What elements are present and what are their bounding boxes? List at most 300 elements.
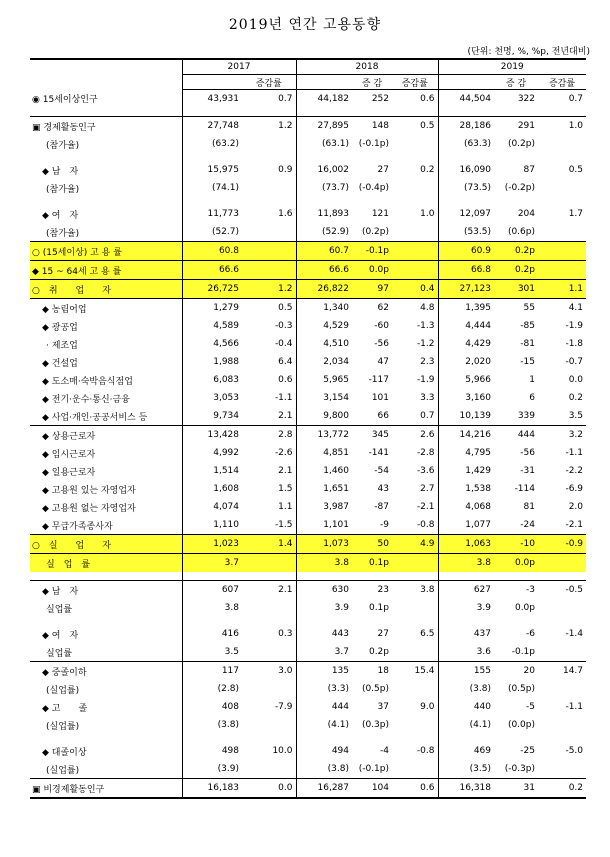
cell-v19: 4,795 xyxy=(465,448,491,458)
cell-v17: 43,931 xyxy=(207,94,239,104)
unit-note: (단위: 천명, %, %p, 전년대비) xyxy=(467,47,590,57)
cell-v17: 416 xyxy=(221,629,239,639)
cell-d18: 50 xyxy=(352,535,392,554)
cell-r18 xyxy=(392,179,438,197)
cell-r17: 1.6 xyxy=(242,205,296,223)
cell-v19: 3.8 xyxy=(438,554,494,573)
cell-r18 xyxy=(392,261,438,280)
cell-d18: 66 xyxy=(377,411,389,421)
cell-d18: 47 xyxy=(377,357,389,367)
cell-r19: 2.0 xyxy=(568,502,584,512)
table-row xyxy=(30,462,586,480)
cell-d18: (0.3p) xyxy=(361,720,389,730)
cell-r18 xyxy=(392,554,438,573)
cell-v19: 28,186 xyxy=(438,117,494,136)
cell-d19: (0.2p) xyxy=(507,139,535,149)
cell-r17: -1.5 xyxy=(242,516,296,535)
cell-d19: -85 xyxy=(520,321,535,331)
cell-v18: 444 xyxy=(331,702,349,712)
cell-r18: 4.9 xyxy=(392,535,438,554)
header-2018-value xyxy=(296,75,352,90)
row-label: ◆ 전기·운수·통신·금융 xyxy=(30,389,182,407)
table-row xyxy=(30,581,586,600)
cell-r19 xyxy=(538,223,586,242)
cell-r18: -3.6 xyxy=(392,462,438,480)
cell-v17: 11,773 xyxy=(207,209,239,219)
cell-r17: 0.6 xyxy=(242,371,296,389)
cell-r19: -6.9 xyxy=(565,484,584,494)
cell-r18 xyxy=(392,223,438,242)
cell-d18: (0.2p) xyxy=(361,227,389,237)
cell-v18: (63.1) xyxy=(321,139,349,149)
cell-r17: 1.2 xyxy=(242,280,296,299)
table-row xyxy=(30,444,586,462)
cell-d18: (0.5p) xyxy=(361,684,389,694)
row-label: ◆ 임시근로자 xyxy=(30,444,182,462)
cell-r19: -1.4 xyxy=(565,629,584,639)
cell-r19: -1.8 xyxy=(565,339,584,349)
cell-v17: 15,975 xyxy=(207,165,239,175)
cell-d19: 0.0p xyxy=(494,554,538,573)
cell-v18: 13,772 xyxy=(296,426,352,445)
cell-r18: -1.2 xyxy=(392,335,438,353)
cell-v19: 3,160 xyxy=(465,393,491,403)
cell-v19: 16,090 xyxy=(459,165,491,175)
cell-r17: 2.1 xyxy=(242,581,296,600)
row-label: ◆ 고용원 없는 자영업자 xyxy=(30,498,182,516)
cell-r17: 1.1 xyxy=(242,498,296,516)
cell-v19: 1,063 xyxy=(438,535,494,554)
spacer-row xyxy=(30,734,586,742)
cell-v17: (52.7) xyxy=(211,227,239,237)
cell-v18: (3.3) xyxy=(327,684,349,694)
cell-v18: 27,895 xyxy=(296,117,352,136)
cell-v17: 4,074 xyxy=(213,502,239,512)
cell-v17: 66.6 xyxy=(182,261,242,280)
cell-v18: 60.7 xyxy=(296,242,352,261)
table-row xyxy=(30,779,586,799)
cell-r18 xyxy=(392,242,438,261)
cell-r19: 1.0 xyxy=(538,117,586,136)
cell-r17: 0.3 xyxy=(242,625,296,643)
cell-d18: 97 xyxy=(352,280,392,299)
cell-r19: 3.5 xyxy=(568,411,584,421)
cell-r19: -2.1 xyxy=(565,520,584,530)
cell-r17 xyxy=(242,242,296,261)
cell-r18: 0.6 xyxy=(392,779,438,799)
cell-d18: (-0.1p) xyxy=(358,139,389,149)
row-label: ◆ 상용근로자 xyxy=(30,426,182,445)
cell-r17: 0.5 xyxy=(242,299,296,318)
cell-r17 xyxy=(242,135,296,153)
cell-r18: -2.8 xyxy=(392,444,438,462)
cell-d18: -87 xyxy=(374,502,389,512)
cell-v19: (63.3) xyxy=(463,139,491,149)
cell-r17 xyxy=(242,554,296,573)
header-2019-value xyxy=(438,75,494,90)
cell-r17 xyxy=(242,179,296,197)
table-row xyxy=(30,135,586,153)
header-2017-rate: 증감률 xyxy=(242,75,296,90)
cell-v18: 26,822 xyxy=(296,280,352,299)
cell-r18: 15.4 xyxy=(392,662,438,681)
cell-v18: (4.1) xyxy=(327,720,349,730)
cell-r18 xyxy=(392,716,438,734)
cell-d19: -114 xyxy=(514,484,535,494)
cell-v19: 1,429 xyxy=(465,466,491,476)
cell-d18: 43 xyxy=(377,484,389,494)
cell-r19: 0.7 xyxy=(568,94,584,104)
cell-r19: 0.2 xyxy=(568,393,584,403)
cell-v17: 3.5 xyxy=(224,647,239,657)
cell-v18: 3.8 xyxy=(296,554,352,573)
cell-v19: 1,538 xyxy=(465,484,491,494)
cell-r19: 0.2 xyxy=(538,779,586,799)
cell-v19: 1,077 xyxy=(465,520,491,530)
cell-v18: 1,101 xyxy=(323,520,349,530)
cell-v17: 3.7 xyxy=(182,554,242,573)
cell-v17: 60.8 xyxy=(182,242,242,261)
cell-r19: 0.5 xyxy=(568,165,584,175)
cell-v17: (2.8) xyxy=(217,684,239,694)
cell-d19: 1 xyxy=(529,375,535,385)
cell-d19: 322 xyxy=(517,94,535,104)
cell-v19: 440 xyxy=(473,702,491,712)
cell-d19: -15 xyxy=(520,357,535,367)
table-row xyxy=(30,407,586,426)
table-row xyxy=(30,179,586,197)
cell-r19: -0.9 xyxy=(538,535,586,554)
cell-r19 xyxy=(538,643,586,662)
table-row xyxy=(30,498,586,516)
cell-v17: 498 xyxy=(221,746,239,756)
cell-d19: -10 xyxy=(494,535,538,554)
cell-v18: 1,073 xyxy=(296,535,352,554)
cell-d19: 20 xyxy=(494,662,538,681)
header-2019-rate: 증감률 xyxy=(538,75,586,90)
cell-v17: 1,514 xyxy=(213,466,239,476)
cell-r18: 3.3 xyxy=(392,389,438,407)
cell-v17: (3.8) xyxy=(217,720,239,730)
cell-r19 xyxy=(538,261,586,280)
table-row xyxy=(30,353,586,371)
cell-v19: 469 xyxy=(473,746,491,756)
cell-v18: 494 xyxy=(331,746,349,756)
cell-d18: 0.1p xyxy=(352,554,392,573)
cell-r17 xyxy=(242,716,296,734)
cell-v19: (3.8) xyxy=(469,684,491,694)
cell-v19: 1,395 xyxy=(438,299,494,318)
cell-v17: 1,988 xyxy=(213,357,239,367)
cell-d18: (-0.4p) xyxy=(358,183,389,193)
cell-d18: 27 xyxy=(377,629,389,639)
row-label: ◆ 무급가족종사자 xyxy=(30,516,182,535)
row-label: ◆ 건설업 xyxy=(30,353,182,371)
table-row xyxy=(30,280,586,299)
cell-v18: (73.7) xyxy=(321,183,349,193)
cell-v18: 135 xyxy=(296,662,352,681)
cell-d19: 0.0p xyxy=(514,603,535,613)
cell-v19: 5,966 xyxy=(465,375,491,385)
cell-r17 xyxy=(242,680,296,698)
cell-r18: 0.6 xyxy=(392,90,438,109)
cell-r19: -1.1 xyxy=(565,448,584,458)
row-label: ○ 실 업 자 xyxy=(30,535,182,554)
cell-v17: (63.2) xyxy=(211,139,239,149)
cell-v18: 630 xyxy=(296,581,352,600)
cell-r18: -2.1 xyxy=(392,498,438,516)
row-label: ◆ 일용근로자 xyxy=(30,462,182,480)
cell-r17: -1.1 xyxy=(242,389,296,407)
table-row xyxy=(30,389,586,407)
cell-d19: -3 xyxy=(494,581,538,600)
cell-d18: 121 xyxy=(371,209,389,219)
cell-r18: 2.3 xyxy=(392,353,438,371)
cell-r18: 6.5 xyxy=(392,625,438,643)
cell-r18: 4.8 xyxy=(392,299,438,318)
table-row xyxy=(30,242,586,261)
cell-v19: 27,123 xyxy=(438,280,494,299)
table-row xyxy=(30,371,586,389)
cell-d19: (0.5p) xyxy=(507,684,535,694)
cell-v18: 443 xyxy=(331,629,349,639)
row-label: (참가율) xyxy=(30,223,182,242)
cell-r18: 0.5 xyxy=(392,117,438,136)
spacer-row xyxy=(30,572,586,581)
cell-v17: 3,053 xyxy=(213,393,239,403)
row-label: ◆ 농림어업 xyxy=(30,299,182,318)
cell-r18: 1.0 xyxy=(392,205,438,223)
cell-d18: 345 xyxy=(352,426,392,445)
cell-d19: (-0.3p) xyxy=(504,764,535,774)
cell-v19: 16,318 xyxy=(438,779,494,799)
cell-r19: 1.7 xyxy=(568,209,584,219)
cell-v19: 60.9 xyxy=(438,242,494,261)
cell-r19: -2.2 xyxy=(565,466,584,476)
cell-d18: -56 xyxy=(374,339,389,349)
cell-d18: 101 xyxy=(371,393,389,403)
table-row xyxy=(30,161,586,179)
row-label: ◆ 고 졸 xyxy=(30,698,182,716)
cell-d18: 18 xyxy=(352,662,392,681)
cell-d18: -0.1p xyxy=(352,242,392,261)
cell-d18: -141 xyxy=(368,448,389,458)
cell-r19 xyxy=(538,716,586,734)
cell-r17 xyxy=(242,223,296,242)
cell-r19: -0.5 xyxy=(538,581,586,600)
cell-r18 xyxy=(392,135,438,153)
cell-r19: 1.1 xyxy=(538,280,586,299)
cell-d19: -81 xyxy=(520,339,535,349)
cell-r18: -1.9 xyxy=(392,371,438,389)
row-label: ◆ 15 ~ 64세 고 용 률 xyxy=(30,261,182,280)
row-label: (참가율) xyxy=(30,135,182,153)
row-label: · 제조업 xyxy=(30,335,182,353)
cell-r18: 9.0 xyxy=(392,698,438,716)
spacer-row xyxy=(30,108,586,117)
cell-r17: 2.1 xyxy=(242,462,296,480)
cell-r17: 0.0 xyxy=(242,779,296,799)
cell-r19 xyxy=(538,599,586,617)
row-label: ◉ 15세이상인구 xyxy=(30,90,182,109)
header-year-2019: 2019 xyxy=(438,59,586,75)
cell-d18: 0.1p xyxy=(368,603,389,613)
cell-r19: 3.2 xyxy=(538,426,586,445)
row-label: (참가율) xyxy=(30,179,182,197)
cell-d19: -25 xyxy=(520,746,535,756)
cell-v17: 27,748 xyxy=(182,117,242,136)
cell-v19: 627 xyxy=(438,581,494,600)
cell-v19: (73.5) xyxy=(463,183,491,193)
cell-d19: 204 xyxy=(517,209,535,219)
row-label: ▣ 비경제활동인구 xyxy=(30,779,182,799)
cell-v17: 607 xyxy=(182,581,242,600)
cell-v18: 3,987 xyxy=(323,502,349,512)
cell-v18: 44,182 xyxy=(317,94,349,104)
row-label: ○ 취 업 자 xyxy=(30,280,182,299)
cell-v19: 2,020 xyxy=(465,357,491,367)
cell-r18: -0.8 xyxy=(392,742,438,760)
cell-r19 xyxy=(538,760,586,779)
cell-d19: 81 xyxy=(523,502,535,512)
cell-v17: 4,566 xyxy=(213,339,239,349)
cell-v17: 408 xyxy=(221,702,239,712)
cell-v17: 4,992 xyxy=(213,448,239,458)
cell-r18: -0.8 xyxy=(392,516,438,535)
cell-v19: (3.5) xyxy=(469,764,491,774)
row-label: (실업률) xyxy=(30,760,182,779)
cell-d19: (-0.2p) xyxy=(504,183,535,193)
cell-v19: (4.1) xyxy=(469,720,491,730)
table-row xyxy=(30,223,586,242)
cell-d18: (-0.1p) xyxy=(358,764,389,774)
cell-d18: 23 xyxy=(352,581,392,600)
row-label: 실 업 률 xyxy=(30,554,182,573)
cell-d19: -24 xyxy=(520,520,535,530)
cell-v17: 1,023 xyxy=(182,535,242,554)
row-label: ◆ 고용원 있는 자영업자 xyxy=(30,480,182,498)
cell-v17: 117 xyxy=(182,662,242,681)
cell-v17: (3.9) xyxy=(217,764,239,774)
cell-v19: 10,139 xyxy=(459,411,491,421)
row-label: ◆ 중졸이하 xyxy=(30,662,182,681)
cell-d19: -6 xyxy=(526,629,535,639)
header-2017-value xyxy=(182,75,242,90)
cell-r17 xyxy=(242,643,296,662)
header-year-2017: 2017 xyxy=(182,59,296,75)
cell-d19: -5 xyxy=(526,702,535,712)
cell-r17: 3.0 xyxy=(242,662,296,681)
row-label: 실업률 xyxy=(30,643,182,662)
cell-r19 xyxy=(538,179,586,197)
cell-r18 xyxy=(392,760,438,779)
table-row xyxy=(30,698,586,716)
cell-r17: 2.1 xyxy=(242,407,296,426)
cell-v18: 1,460 xyxy=(323,466,349,476)
cell-r18 xyxy=(392,599,438,617)
cell-v19: 4,068 xyxy=(465,502,491,512)
cell-d19: 291 xyxy=(494,117,538,136)
cell-v19: (53.5) xyxy=(463,227,491,237)
row-label: 실업률 xyxy=(30,599,182,617)
cell-d19: 55 xyxy=(494,299,538,318)
table-row xyxy=(30,554,586,573)
table-row xyxy=(30,599,586,617)
cell-d18: 252 xyxy=(371,94,389,104)
cell-v18: 5,965 xyxy=(323,375,349,385)
cell-v19: 4,429 xyxy=(465,339,491,349)
cell-d18: -117 xyxy=(368,375,389,385)
row-label: ◆ 대졸이상 xyxy=(30,742,182,760)
cell-v19: 14,216 xyxy=(438,426,494,445)
cell-v18: 9,800 xyxy=(323,411,349,421)
cell-v17: 3.8 xyxy=(224,603,239,613)
cell-r17: 2.8 xyxy=(242,426,296,445)
cell-r18: 0.2 xyxy=(392,161,438,179)
spacer-row xyxy=(30,617,586,625)
cell-v18: 11,893 xyxy=(317,209,349,219)
cell-d19: 0.2p xyxy=(494,242,538,261)
cell-v17: 1,110 xyxy=(213,520,239,530)
cell-v18: 1,340 xyxy=(296,299,352,318)
cell-r19 xyxy=(538,242,586,261)
header-2019-change: 증 감 xyxy=(494,75,538,90)
cell-r17 xyxy=(242,760,296,779)
cell-v19: 12,097 xyxy=(459,209,491,219)
cell-v17: 1,279 xyxy=(182,299,242,318)
cell-v19: 4,444 xyxy=(465,321,491,331)
cell-d19: -31 xyxy=(520,466,535,476)
cell-r19: -1.9 xyxy=(565,321,584,331)
table-row xyxy=(30,760,586,779)
cell-r18: 2.7 xyxy=(392,480,438,498)
employment-table xyxy=(30,58,586,799)
cell-r17: 1.4 xyxy=(242,535,296,554)
table-row xyxy=(30,117,586,136)
cell-d18: 37 xyxy=(377,702,389,712)
table-body xyxy=(30,90,586,799)
cell-v18: 3.7 xyxy=(334,647,349,657)
cell-v17: 13,428 xyxy=(182,426,242,445)
cell-r18: 3.8 xyxy=(392,581,438,600)
cell-r17: -0.3 xyxy=(242,317,296,335)
cell-r17: -0.4 xyxy=(242,335,296,353)
header-blank xyxy=(30,59,182,90)
cell-d18: -4 xyxy=(380,746,389,756)
cell-d19: 301 xyxy=(494,280,538,299)
table-row xyxy=(30,742,586,760)
table-row xyxy=(30,299,586,318)
cell-r18: -1.3 xyxy=(392,317,438,335)
cell-r19: 4.1 xyxy=(538,299,586,318)
cell-d19: -0.1p xyxy=(511,647,535,657)
table-row xyxy=(30,261,586,280)
cell-r17: 0.9 xyxy=(242,161,296,179)
cell-v17: 26,725 xyxy=(182,280,242,299)
cell-v18: 66.6 xyxy=(296,261,352,280)
cell-r19: -1.1 xyxy=(565,702,584,712)
cell-d19: 87 xyxy=(523,165,535,175)
cell-v19: 3.6 xyxy=(476,647,491,657)
cell-r18: 0.7 xyxy=(392,407,438,426)
cell-d19: 31 xyxy=(494,779,538,799)
row-label: (실업률) xyxy=(30,680,182,698)
cell-v18: 3,154 xyxy=(323,393,349,403)
row-label: ▣ 경제활동인구 xyxy=(30,117,182,136)
cell-v19: 44,504 xyxy=(459,94,491,104)
table-row xyxy=(30,643,586,662)
row-label: ◆ 사업·개인·공공서비스 등 xyxy=(30,407,182,426)
